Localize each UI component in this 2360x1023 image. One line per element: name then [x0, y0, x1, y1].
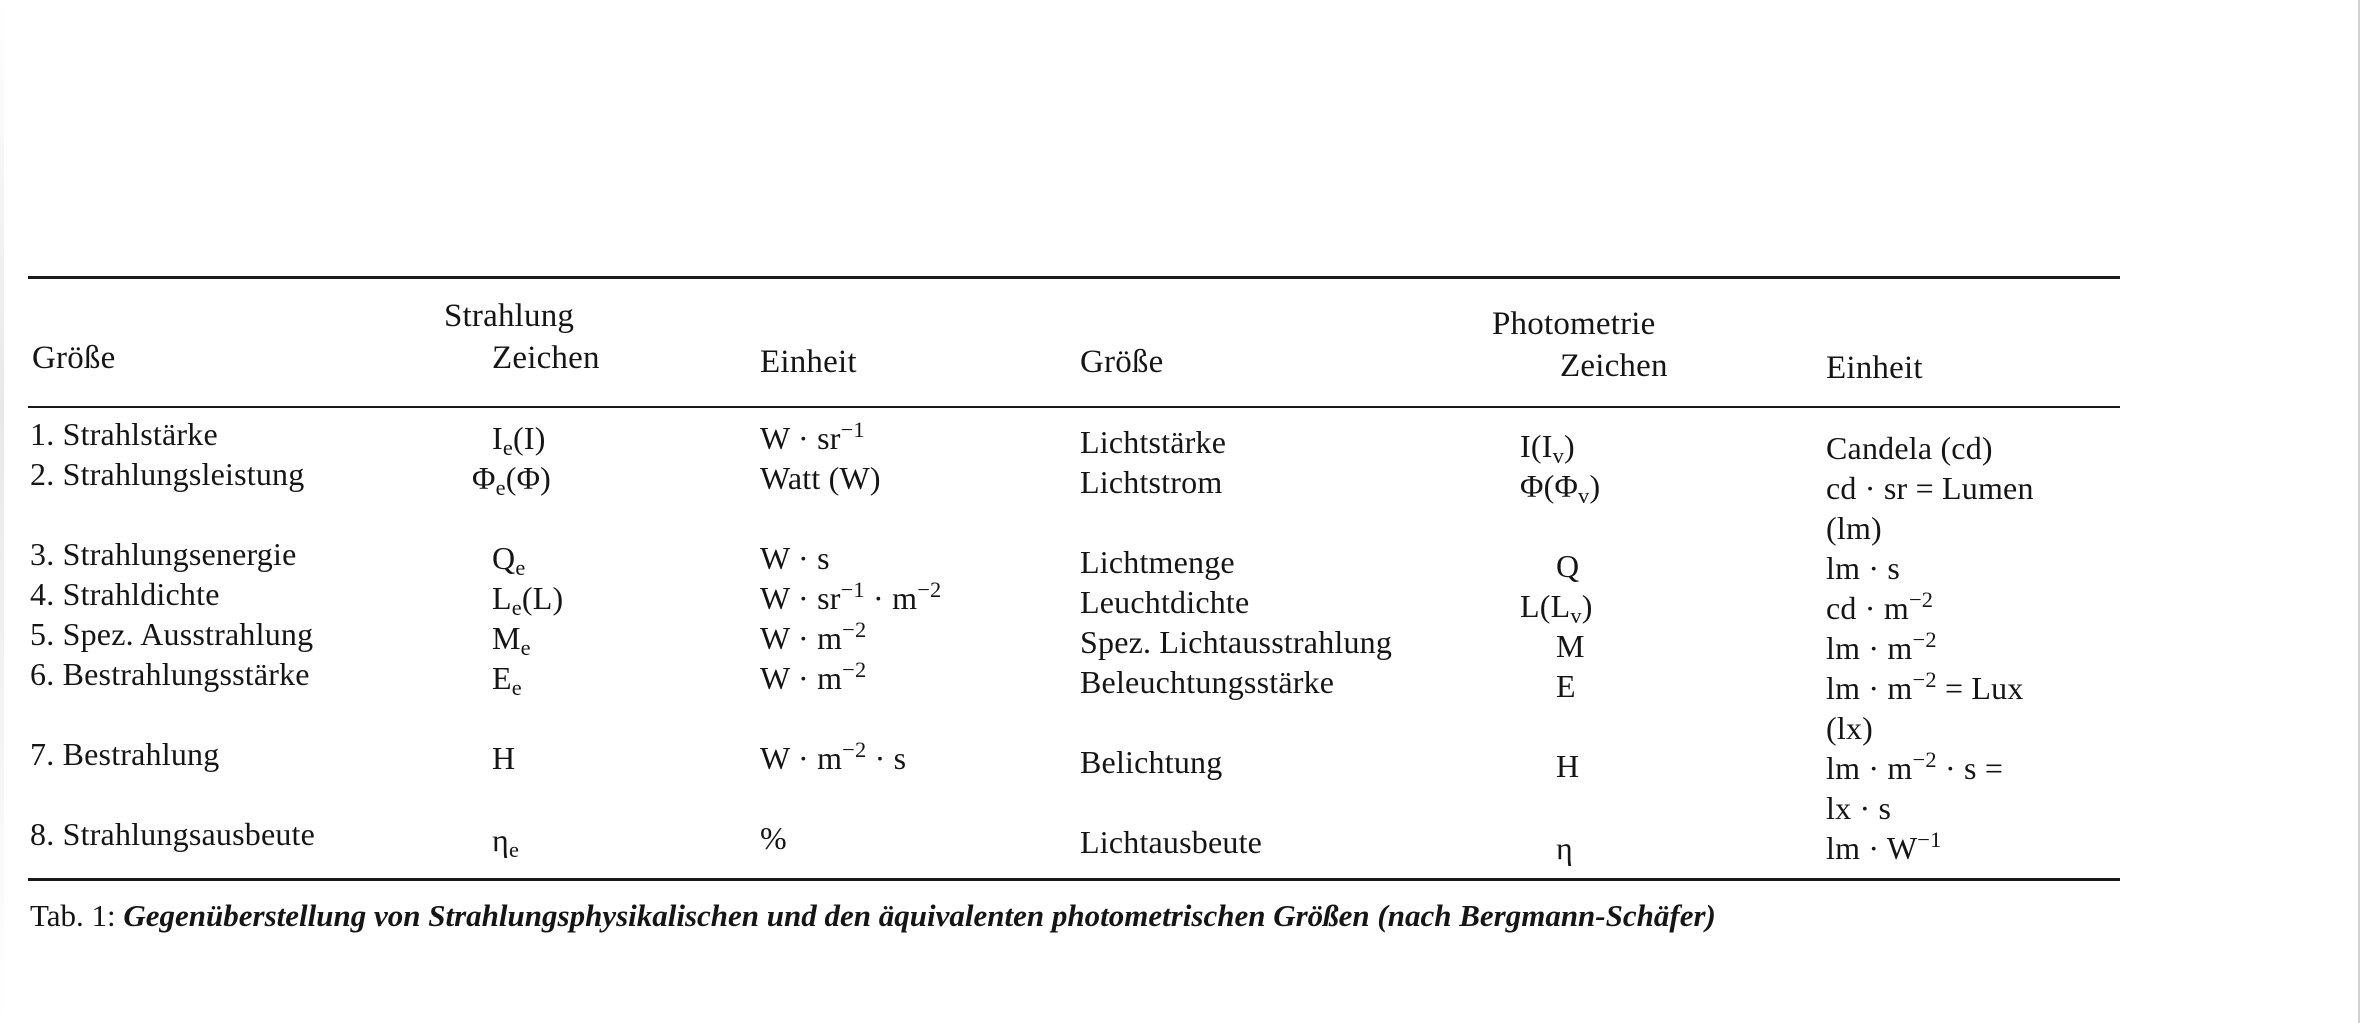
row-3-unit: W · s [760, 540, 830, 576]
row-7-quantity: 7. Bestrahlung [30, 736, 220, 772]
table-header-rule [28, 406, 2120, 408]
row-2-photometric-unit-cont: (lm) [1826, 510, 1882, 546]
row-4-photometric-quantity: Leuchtdichte [1080, 584, 1250, 620]
row-3-symbol: $Q_e$ [492, 540, 526, 580]
header-left-groesse: Größe [32, 340, 116, 376]
row-5-photometric-quantity: Spez. Lichtausstrahlung [1080, 624, 1393, 660]
row-7-unit: $W \cdot m^{-2} \cdot s$ [760, 737, 907, 776]
row-8-symbol: $\eta_e$ [492, 822, 520, 862]
row-5-unit: $W \cdot m^{-2}$ [760, 617, 867, 656]
row-1-quantity: 1. Strahlstärke [30, 416, 218, 452]
row-1-symbol: $I_e(I)$ [492, 420, 546, 460]
row-4-quantity: 4. Strahldichte [30, 576, 220, 612]
row-1-photometric-symbol: $I(I_v)$ [1520, 428, 1575, 468]
row-7-photometric-symbol: H [1556, 748, 1580, 784]
row-5-photometric-unit: lm · $m^{-2}$ [1826, 627, 1937, 666]
row-8-quantity: 8. Strahlungsausbeute [30, 816, 316, 852]
row-6-unit: $W \cdot m^{-2}$ [760, 657, 867, 696]
row-8-photometric-unit: lm · $W^{-1}$ [1826, 827, 1942, 866]
row-5-quantity: 5. Spez. Ausstrahlung [30, 616, 314, 652]
caption-text: Gegenüberstellung von Strahlungsphysikalischen und den äquivalenten photometrischen Größen (nach Bergmann-Schäfer) [123, 898, 1716, 933]
row-2-symbol: $\Phi_e(\Phi)$ [472, 460, 552, 500]
row-6-symbol: $E_e$ [492, 660, 522, 700]
row-6-photometric-quantity: Beleuchtungsstärke [1080, 664, 1335, 700]
header-right-groesse: Größe [1080, 344, 1164, 380]
row-3-photometric-symbol: Q [1556, 548, 1580, 584]
row-4-photometric-symbol: $L(L_v)$ [1520, 588, 1593, 628]
row-6-photometric-unit-cont: (lx) [1826, 710, 1874, 746]
scan-edge-left [0, 0, 4, 1023]
row-8-photometric-quantity: Lichtausbeute [1080, 824, 1263, 860]
row-1-photometric-unit: Candela (cd) [1826, 430, 1993, 466]
row-3-photometric-unit: lm · s [1826, 550, 1901, 586]
row-2-photometric-quantity: Lichtstrom [1080, 464, 1223, 500]
header-left-zeichen: Zeichen [492, 340, 600, 376]
row-5-symbol: $M_e$ [492, 620, 531, 660]
row-7-symbol: H [492, 740, 516, 776]
table-top-rule [28, 276, 2120, 279]
row-7-photometric-unit-cont: lx · s [1826, 790, 1892, 826]
row-4-photometric-unit: cd · $m^{-2}$ [1826, 587, 1934, 626]
row-2-photometric-symbol: $\Phi(\Phi_v)$ [1520, 468, 1601, 508]
row-4-unit: $W \cdot sr^{-1} \cdot m^{-2}$ [760, 577, 942, 616]
row-6-quantity: 6. Bestrahlungsstärke [30, 656, 310, 692]
caption-label: Tab. 1: [30, 898, 116, 933]
row-3-quantity: 3. Strahlungsenergie [30, 536, 297, 572]
row-2-photometric-unit: cd · sr = Lumen [1826, 470, 2034, 506]
row-1-unit: $W \cdot sr^{-1}$ [760, 417, 865, 456]
row-7-photometric-quantity: Belichtung [1080, 744, 1223, 780]
row-2-quantity: 2. Strahlungsleistung [30, 456, 305, 492]
row-1-photometric-quantity: Lichtstärke [1080, 424, 1227, 460]
row-8-unit: % [760, 820, 787, 856]
row-2-unit: Watt (W) [760, 460, 881, 496]
header-right-zeichen: Zeichen [1560, 348, 1668, 384]
row-6-photometric-unit: lm · $m^{-2}$ = Lux [1826, 667, 2024, 706]
row-6-photometric-symbol: E [1556, 668, 1576, 704]
group-heading-right: Photometrie [1492, 306, 1656, 342]
row-5-photometric-symbol: M [1556, 628, 1585, 664]
header-right-einheit: Einheit [1826, 350, 1923, 386]
row-4-symbol: $L_e(L)$ [492, 580, 564, 620]
header-left-einheit: Einheit [760, 344, 857, 380]
table-bottom-rule [28, 878, 2120, 881]
table-caption [30, 898, 1716, 934]
group-heading-left: Strahlung [444, 298, 575, 334]
row-7-photometric-unit: lm · $m^{-2} \cdot s$ = [1826, 747, 2004, 786]
row-3-photometric-quantity: Lichtmenge [1080, 544, 1235, 580]
row-8-photometric-symbol: η [1556, 830, 1573, 866]
